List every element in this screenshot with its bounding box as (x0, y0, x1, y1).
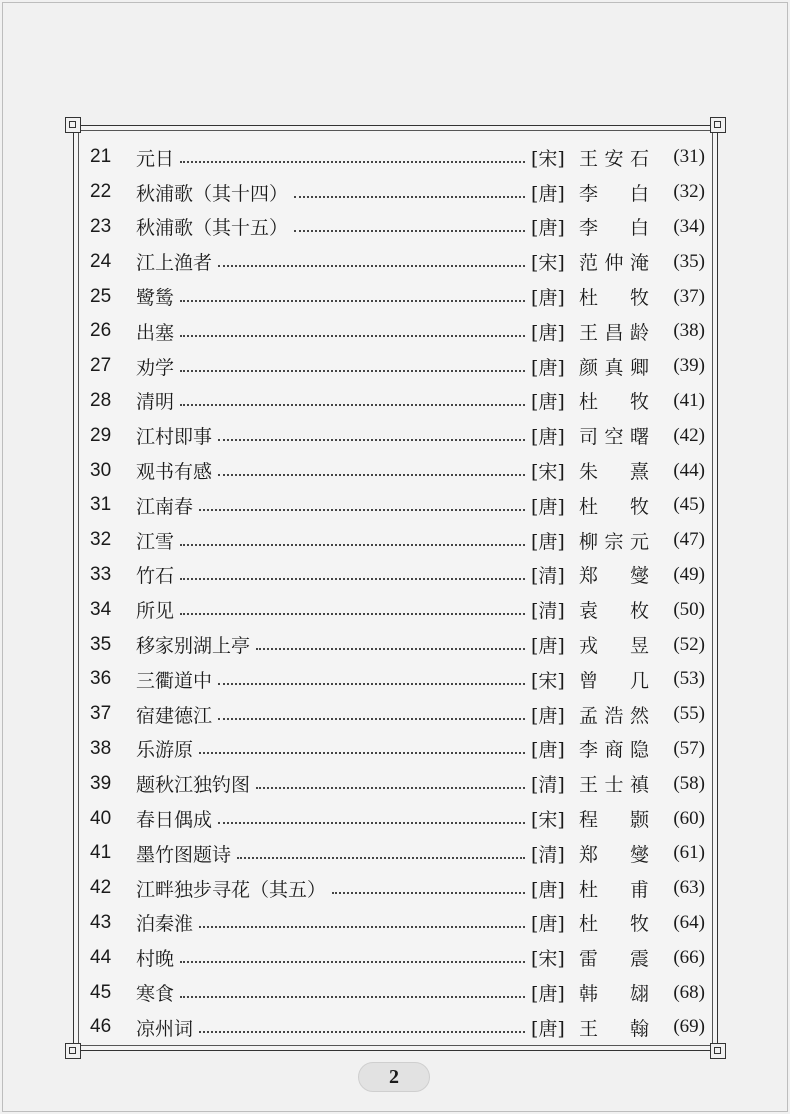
toc-row (90, 906, 705, 941)
dynasty: [唐] (531, 913, 565, 936)
dot-leader (294, 195, 525, 198)
poem-title: 劝学 (136, 356, 175, 379)
dot-leader (256, 647, 525, 650)
page-number-text: 2 (389, 1065, 399, 1088)
page-ref: (49) (673, 563, 705, 585)
poem-title: 题秋江独钓图 (136, 774, 251, 797)
toc-row (90, 627, 705, 662)
dynasty: [宋] (531, 252, 565, 275)
page-ref: (38) (673, 320, 705, 342)
dynasty: [唐] (531, 182, 565, 205)
dynasty: [宋] (531, 948, 565, 971)
entry-number: 39 (90, 772, 112, 794)
frame-corner-top-left (65, 117, 81, 133)
poem-title: 清明 (136, 391, 175, 414)
poem-title: 秋浦歌（其十四） (136, 182, 289, 205)
entry-number: 40 (90, 807, 112, 829)
poem-title: 江南春 (136, 495, 194, 518)
author: 柳 宗 元 (579, 530, 649, 553)
entry-number: 32 (90, 529, 112, 551)
dynasty: [宋] (531, 809, 565, 832)
poem-title: 观书有感 (136, 461, 213, 484)
entry-number: 22 (90, 181, 112, 203)
author: 郑 燮 (579, 565, 649, 588)
dot-leader (294, 229, 525, 232)
dot-leader (332, 891, 525, 894)
author: 王 士 禛 (579, 774, 649, 797)
page-ref: (50) (673, 598, 705, 620)
author: 范 仲 淹 (579, 252, 649, 275)
toc-row (90, 662, 705, 697)
dot-leader (180, 403, 525, 406)
poem-title: 春日偶成 (136, 809, 213, 832)
table-of-contents (90, 140, 705, 1045)
author: 朱 熹 (579, 461, 649, 484)
author: 杜 牧 (579, 287, 649, 310)
dynasty: [唐] (531, 1017, 565, 1040)
entry-number: 43 (90, 911, 112, 933)
author: 颜 真 卿 (579, 356, 649, 379)
dot-leader (218, 717, 525, 720)
poem-title: 江畔独步寻花（其五） (136, 878, 327, 901)
poem-title: 凉州词 (136, 1017, 194, 1040)
dot-leader (218, 682, 525, 685)
toc-row (90, 592, 705, 627)
frame-corner-bottom-right (710, 1043, 726, 1059)
dot-leader (180, 543, 525, 546)
poem-title: 竹石 (136, 565, 175, 588)
frame-corner-bottom-left (65, 1043, 81, 1059)
toc-row (90, 210, 705, 245)
dynasty: [唐] (531, 287, 565, 310)
author: 王 安 石 (579, 147, 649, 170)
dynasty: [清] (531, 774, 565, 797)
dynasty: [宋] (531, 147, 565, 170)
page-ref: (32) (673, 181, 705, 203)
dot-leader (180, 299, 525, 302)
page-ref: (64) (673, 911, 705, 933)
author: 雷 震 (579, 948, 649, 971)
entry-number: 29 (90, 424, 112, 446)
poem-title: 江雪 (136, 530, 175, 553)
dynasty: [宋] (531, 461, 565, 484)
toc-row (90, 975, 705, 1010)
author: 郑 燮 (579, 843, 649, 866)
page-ref: (68) (673, 981, 705, 1003)
dynasty: [唐] (531, 704, 565, 727)
poem-title: 鹭鸶 (136, 287, 175, 310)
dynasty: [唐] (531, 321, 565, 344)
dot-leader (180, 995, 525, 998)
dot-leader (180, 160, 525, 163)
toc-row (90, 766, 705, 801)
dynasty: [唐] (531, 426, 565, 449)
dot-leader (218, 438, 525, 441)
dot-leader (199, 1030, 525, 1033)
dot-leader (180, 577, 525, 580)
toc-row (90, 871, 705, 906)
entry-number: 45 (90, 981, 112, 1003)
author: 杜 牧 (579, 495, 649, 518)
author: 王 昌 龄 (579, 321, 649, 344)
author: 戎 昱 (579, 635, 649, 658)
toc-row (90, 244, 705, 279)
poem-title: 三衢道中 (136, 669, 213, 692)
page-ref: (47) (673, 529, 705, 551)
page-ref: (58) (673, 772, 705, 794)
page-ref: (63) (673, 877, 705, 899)
author: 李 商 隐 (579, 739, 649, 762)
page-ref: (66) (673, 946, 705, 968)
dot-leader (256, 786, 525, 789)
dynasty: [唐] (531, 391, 565, 414)
entry-number: 37 (90, 703, 112, 725)
author: 王 翰 (579, 1017, 649, 1040)
page-ref: (55) (673, 703, 705, 725)
entry-number: 46 (90, 1016, 112, 1038)
page-ref: (60) (673, 807, 705, 829)
dynasty: [唐] (531, 356, 565, 379)
poem-title: 宿建德江 (136, 704, 213, 727)
toc-row (90, 453, 705, 488)
toc-row (90, 732, 705, 767)
toc-row (90, 279, 705, 314)
toc-row (90, 349, 705, 384)
poem-title: 泊秦淮 (136, 913, 194, 936)
entry-number: 26 (90, 320, 112, 342)
entry-number: 41 (90, 842, 112, 864)
author: 曾 几 (579, 669, 649, 692)
dot-leader (180, 960, 525, 963)
dynasty: [清] (531, 600, 565, 623)
page-ref: (34) (673, 215, 705, 237)
entry-number: 24 (90, 250, 112, 272)
poem-title: 移家别湖上亭 (136, 635, 251, 658)
dot-leader (199, 751, 525, 754)
page-ref: (42) (673, 424, 705, 446)
dot-leader (218, 473, 525, 476)
dynasty: [唐] (531, 878, 565, 901)
page-ref: (41) (673, 389, 705, 411)
poem-title: 寒食 (136, 983, 175, 1006)
poem-title: 秋浦歌（其十五） (136, 217, 289, 240)
entry-number: 35 (90, 633, 112, 655)
dot-leader (199, 925, 525, 928)
author: 李 白 (579, 217, 649, 240)
toc-row (90, 175, 705, 210)
toc-row (90, 1010, 705, 1045)
poem-title: 所见 (136, 600, 175, 623)
entry-number: 30 (90, 459, 112, 481)
dynasty: [宋] (531, 669, 565, 692)
author: 杜 牧 (579, 913, 649, 936)
dot-leader (199, 508, 525, 511)
toc-row (90, 801, 705, 836)
dynasty: [唐] (531, 635, 565, 658)
page-ref: (52) (673, 633, 705, 655)
dynasty: [唐] (531, 983, 565, 1006)
toc-row (90, 314, 705, 349)
entry-number: 27 (90, 355, 112, 377)
author: 袁 枚 (579, 600, 649, 623)
toc-row (90, 836, 705, 871)
dynasty: [清] (531, 565, 565, 588)
poem-title: 村晚 (136, 948, 175, 971)
author: 程 颢 (579, 809, 649, 832)
toc-row (90, 488, 705, 523)
entry-number: 34 (90, 598, 112, 620)
page-ref: (45) (673, 494, 705, 516)
poem-title: 江村即事 (136, 426, 213, 449)
dot-leader (180, 369, 525, 372)
dynasty: [清] (531, 843, 565, 866)
dot-leader (218, 821, 525, 824)
entry-number: 36 (90, 668, 112, 690)
author: 李 白 (579, 182, 649, 205)
entry-number: 31 (90, 494, 112, 516)
frame-corner-top-right (710, 117, 726, 133)
author: 杜 牧 (579, 391, 649, 414)
poem-title: 墨竹图题诗 (136, 843, 232, 866)
entry-number: 23 (90, 215, 112, 237)
page-ref: (53) (673, 668, 705, 690)
page-ref: (39) (673, 355, 705, 377)
poem-title: 元日 (136, 147, 175, 170)
entry-number: 44 (90, 946, 112, 968)
page-ref: (37) (673, 285, 705, 307)
dynasty: [唐] (531, 217, 565, 240)
dot-leader (180, 612, 525, 615)
page-number (358, 1062, 430, 1092)
toc-row (90, 523, 705, 558)
toc-row (90, 384, 705, 419)
entry-number: 42 (90, 877, 112, 899)
dynasty: [唐] (531, 495, 565, 518)
toc-row (90, 697, 705, 732)
poem-title: 乐游原 (136, 739, 194, 762)
dot-leader (237, 856, 525, 859)
author: 司 空 曙 (579, 426, 649, 449)
page-ref: (35) (673, 250, 705, 272)
dot-leader (180, 334, 525, 337)
author: 韩 翃 (579, 983, 649, 1006)
page-ref: (69) (673, 1016, 705, 1038)
entry-number: 33 (90, 563, 112, 585)
entry-number: 21 (90, 146, 112, 168)
page-ref: (57) (673, 737, 705, 759)
author: 孟 浩 然 (579, 704, 649, 727)
entry-number: 38 (90, 737, 112, 759)
toc-row (90, 140, 705, 175)
page-ref: (61) (673, 842, 705, 864)
dot-leader (218, 264, 525, 267)
entry-number: 28 (90, 389, 112, 411)
page-ref: (31) (673, 146, 705, 168)
toc-row (90, 558, 705, 593)
dynasty: [唐] (531, 739, 565, 762)
toc-row (90, 940, 705, 975)
page-ref: (44) (673, 459, 705, 481)
dynasty: [唐] (531, 530, 565, 553)
entry-number: 25 (90, 285, 112, 307)
poem-title: 出塞 (136, 321, 175, 344)
toc-row (90, 418, 705, 453)
poem-title: 江上渔者 (136, 252, 213, 275)
author: 杜 甫 (579, 878, 649, 901)
